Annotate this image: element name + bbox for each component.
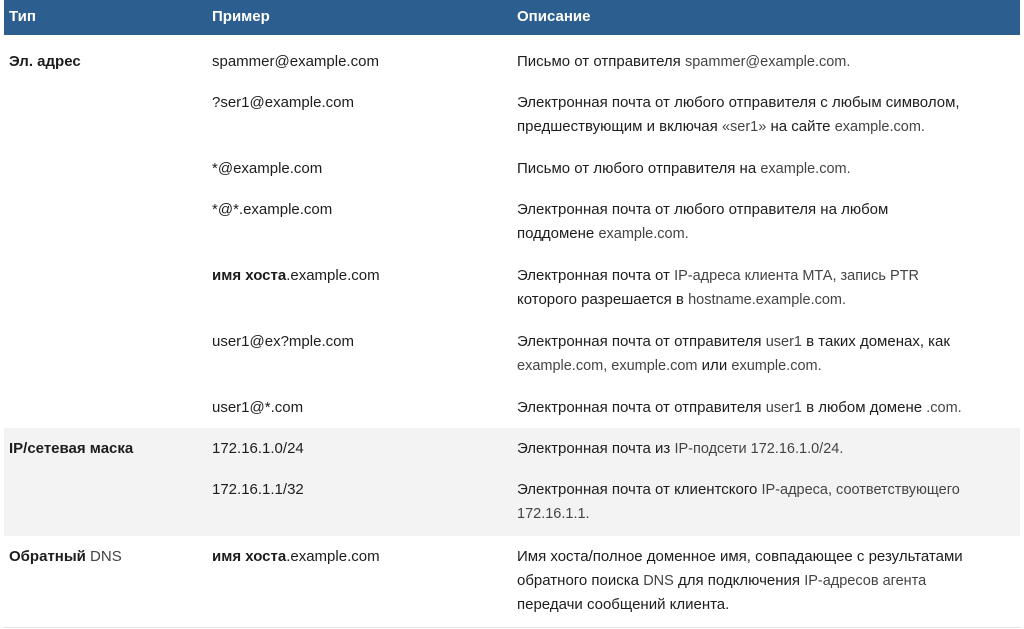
type-label-email: Эл. адрес xyxy=(9,53,81,70)
example-cell: *@example.com xyxy=(212,160,323,177)
header-example: Пример xyxy=(212,8,270,25)
example-cell: user1@ex?mple.com xyxy=(212,333,354,350)
example-cell: spammer@example.com xyxy=(212,53,379,70)
header-description: Описание xyxy=(517,8,591,25)
description-cell: Электронная почта от отправителя user1 в любом домене .com. xyxy=(517,399,962,416)
type-label-rdns: Обратный DNS xyxy=(9,548,122,565)
example-cell: 172.16.1.0/24 xyxy=(212,440,304,457)
description-cell: Электронная почта из IP-подсети 172.16.1.0/24. xyxy=(517,440,844,457)
description-cell: Электронная почта от клиентского IP-адреса, соответствующего 172.16.1.1. xyxy=(517,481,960,522)
header-type: Тип xyxy=(9,8,36,25)
description-cell: Имя хоста/полное доменное имя, совпадающее с результатами обратного поиска DNS для подключения IP-адресов агента передачи сообщений клиента. xyxy=(517,548,963,613)
description-cell: Письмо от любого отправителя на example.com. xyxy=(517,160,851,177)
description-cell: Электронная почта от отправителя user1 в таких доменах, как example.com, exumple.com или exumple.com. xyxy=(517,333,950,374)
table-header xyxy=(4,0,1020,35)
example-cell: имя хоста.example.com xyxy=(212,548,380,565)
group-reverse-dns xyxy=(4,536,1020,628)
group-ip-netmask xyxy=(4,428,1020,536)
table-bottom-rule xyxy=(4,627,1020,628)
description-cell: Письмо от отправителя spammer@example.com. xyxy=(517,53,851,70)
example-cell: user1@*.com xyxy=(212,399,304,416)
example-cell: имя хоста.example.com xyxy=(212,267,380,284)
example-cell: ?ser1@example.com xyxy=(212,94,354,111)
group-email xyxy=(4,35,1020,428)
example-cell: 172.16.1.1/32 xyxy=(212,481,304,498)
rules-table xyxy=(4,0,1020,628)
type-label-ip: IP/сетевая маска xyxy=(9,440,134,457)
description-cell: Электронная почта от любого отправителя с любым символом, предшествующим и включая «ser1» на сайте example.com. xyxy=(517,94,960,135)
description-cell: Электронная почта от IP-адреса клиента МТА, запись PTR которого разрешается в hostname.example.com. xyxy=(517,267,919,308)
example-cell: *@*.example.com xyxy=(212,201,333,218)
description-cell: Электронная почта от любого отправителя на любом поддомене example.com. xyxy=(517,201,889,242)
